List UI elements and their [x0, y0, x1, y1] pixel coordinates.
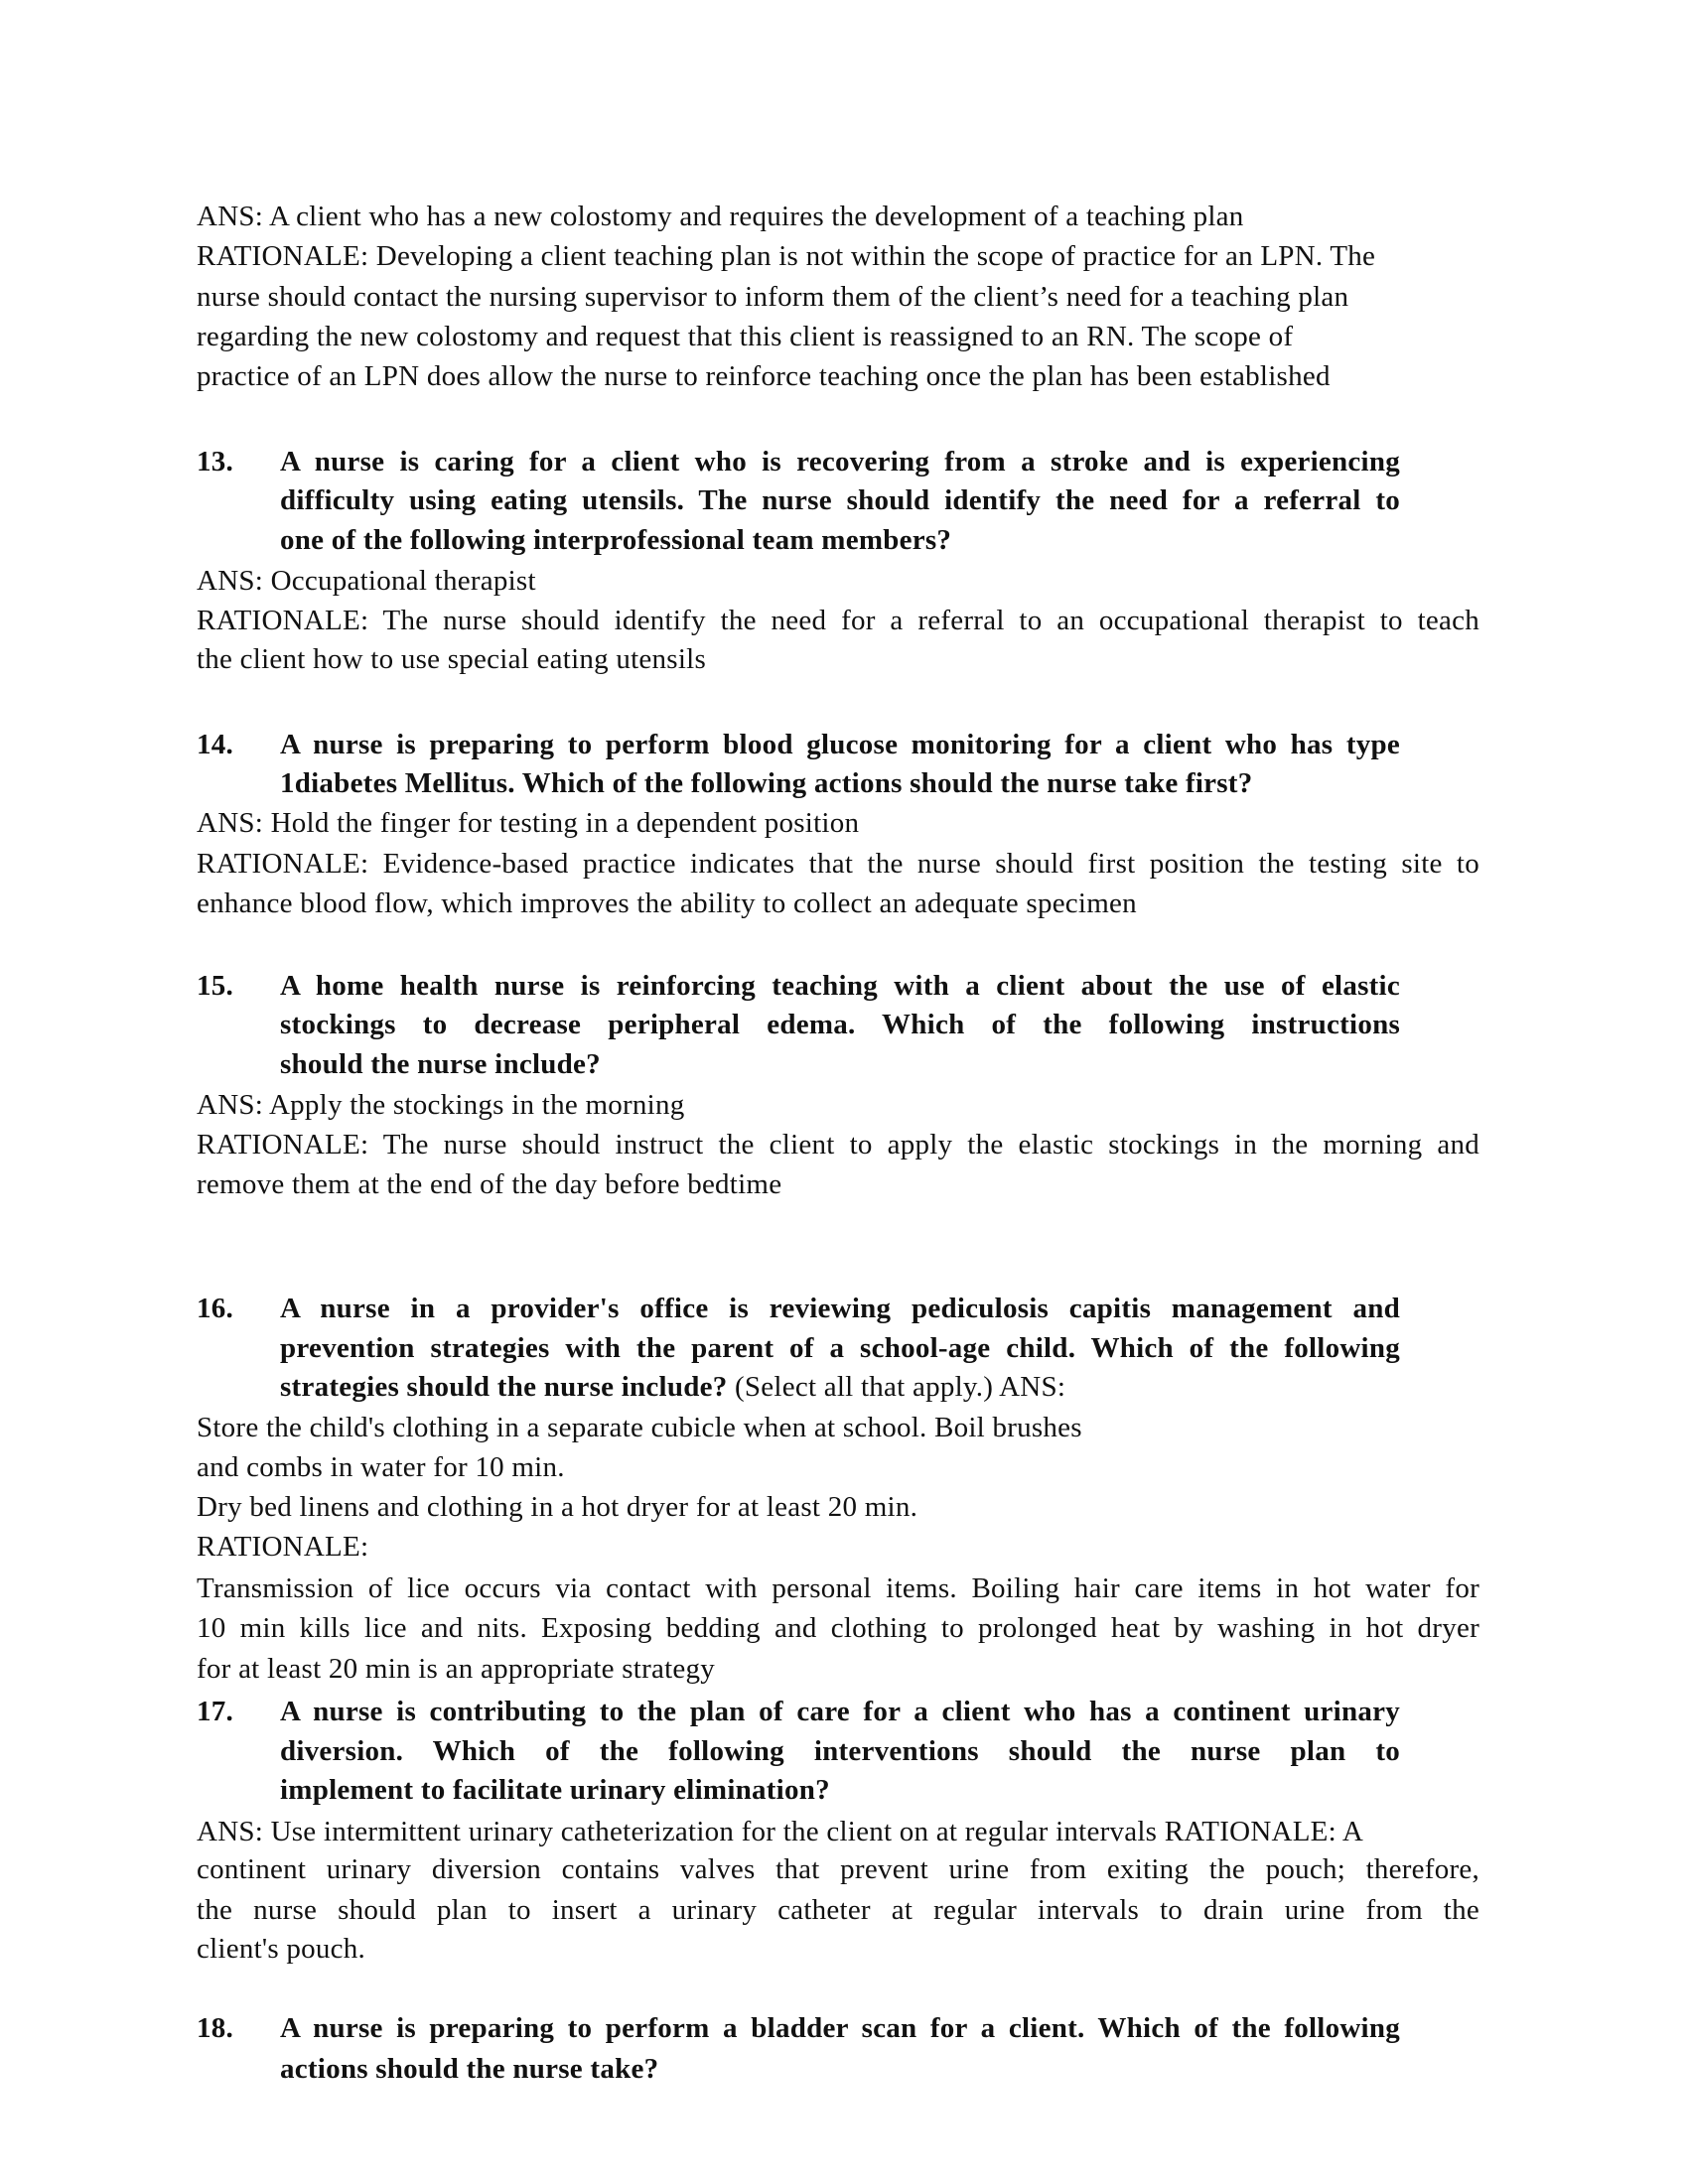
question-text: implement to facilitate urinary elimination?: [280, 1774, 830, 1806]
rationale-text: the client how to use special eating utensils: [197, 643, 706, 675]
rationale-text: RATIONALE: The nurse should instruct the client to apply the elastic stockings in the morning and: [197, 1129, 1479, 1160]
question-number: 14.: [197, 729, 233, 760]
answer-text: ANS: Use intermittent urinary catheterization for the client on at regular intervals RATIONALE: A: [197, 1816, 1364, 1847]
question-text: difficulty using eating utensils. The nurse should identify the need for a referral to: [280, 484, 1400, 516]
answer-text: client's pouch.: [197, 1933, 366, 1965]
question-text: A nurse in a provider's office is reviewing pediculosis capitis management and: [280, 1293, 1400, 1324]
question-text: prevention strategies with the parent of a school-age child. Which of the following: [280, 1332, 1400, 1364]
question-text: A nurse is preparing to perform a bladder scan for a client. Which of the following: [280, 2012, 1400, 2044]
rationale-text: RATIONALE: The nurse should identify the need for a referral to an occupational therapist to teach: [197, 605, 1479, 636]
question-text: stockings to decrease peripheral edema. Which of the following instructions: [280, 1009, 1400, 1040]
rationale-label: RATIONALE:: [197, 1531, 369, 1563]
question-number: 13.: [197, 446, 233, 478]
question-number: 18.: [197, 2012, 233, 2044]
rationale-text: nurse should contact the nursing supervisor to inform them of the client’s need for a teaching plan: [197, 281, 1349, 313]
question-number: 16.: [197, 1293, 233, 1324]
rationale-text: RATIONALE: Developing a client teaching plan is not within the scope of practice for an LPN. The: [197, 240, 1376, 272]
rationale-text: practice of an LPN does allow the nurse to reinforce teaching once the plan has been established: [197, 360, 1331, 392]
rationale-text: 10 min kills lice and nits. Exposing bedding and clothing to prolonged heat by washing in hot dryer: [197, 1612, 1479, 1644]
answer-text: Dry bed linens and clothing in a hot dryer for at least 20 min.: [197, 1491, 918, 1523]
answer-text: ANS: Hold the finger for testing in a dependent position: [197, 807, 860, 839]
answer-text: Store the child's clothing in a separate cubicle when at school. Boil brushes: [197, 1412, 1082, 1443]
question-text-line: [280, 1367, 1065, 1407]
question-text: one of the following interprofessional team members?: [280, 524, 952, 556]
answer-text: ANS: A client who has a new colostomy and requires the development of a teaching plan: [197, 201, 1244, 232]
question-text: A nurse is caring for a client who is recovering from a stroke and is experiencing: [280, 446, 1400, 478]
answer-text: and combs in water for 10 min.: [197, 1451, 565, 1483]
question-text: diversion. Which of the following interventions should the nurse plan to: [280, 1735, 1400, 1767]
rationale-text: remove them at the end of the day before bedtime: [197, 1168, 782, 1200]
rationale-text: for at least 20 min is an appropriate strategy: [197, 1653, 716, 1685]
question-number: 15.: [197, 970, 233, 1002]
question-text: actions should the nurse take?: [280, 2053, 659, 2085]
select-all-note: (Select all that apply.) ANS:: [727, 1371, 1066, 1403]
question-text: A nurse is contributing to the plan of care for a client who has a continent urinary: [280, 1696, 1400, 1727]
rationale-text: enhance blood flow, which improves the ability to collect an adequate specimen: [197, 887, 1137, 919]
rationale-text: RATIONALE: Evidence-based practice indicates that the nurse should first position the testing site to: [197, 848, 1479, 880]
question-text: strategies should the nurse include?: [280, 1371, 728, 1403]
question-text: should the nurse include?: [280, 1048, 601, 1080]
answer-text: the nurse should plan to insert a urinary catheter at regular intervals to drain urine from the: [197, 1894, 1479, 1926]
question-text: 1diabetes Mellitus. Which of the following actions should the nurse take first?: [280, 767, 1253, 799]
rationale-text: regarding the new colostomy and request that this client is reassigned to an RN. The scope of: [197, 321, 1294, 352]
rationale-text: Transmission of lice occurs via contact with personal items. Boiling hair care items in hot water for: [197, 1572, 1479, 1604]
answer-text: ANS: Apply the stockings in the morning: [197, 1089, 685, 1121]
answer-text: continent urinary diversion contains valves that prevent urine from exiting the pouch; therefore,: [197, 1853, 1479, 1885]
answer-text: ANS: Occupational therapist: [197, 565, 536, 597]
question-text: A home health nurse is reinforcing teaching with a client about the use of elastic: [280, 970, 1400, 1002]
question-number: 17.: [197, 1696, 233, 1727]
question-text: A nurse is preparing to perform blood glucose monitoring for a client who has type: [280, 729, 1400, 760]
